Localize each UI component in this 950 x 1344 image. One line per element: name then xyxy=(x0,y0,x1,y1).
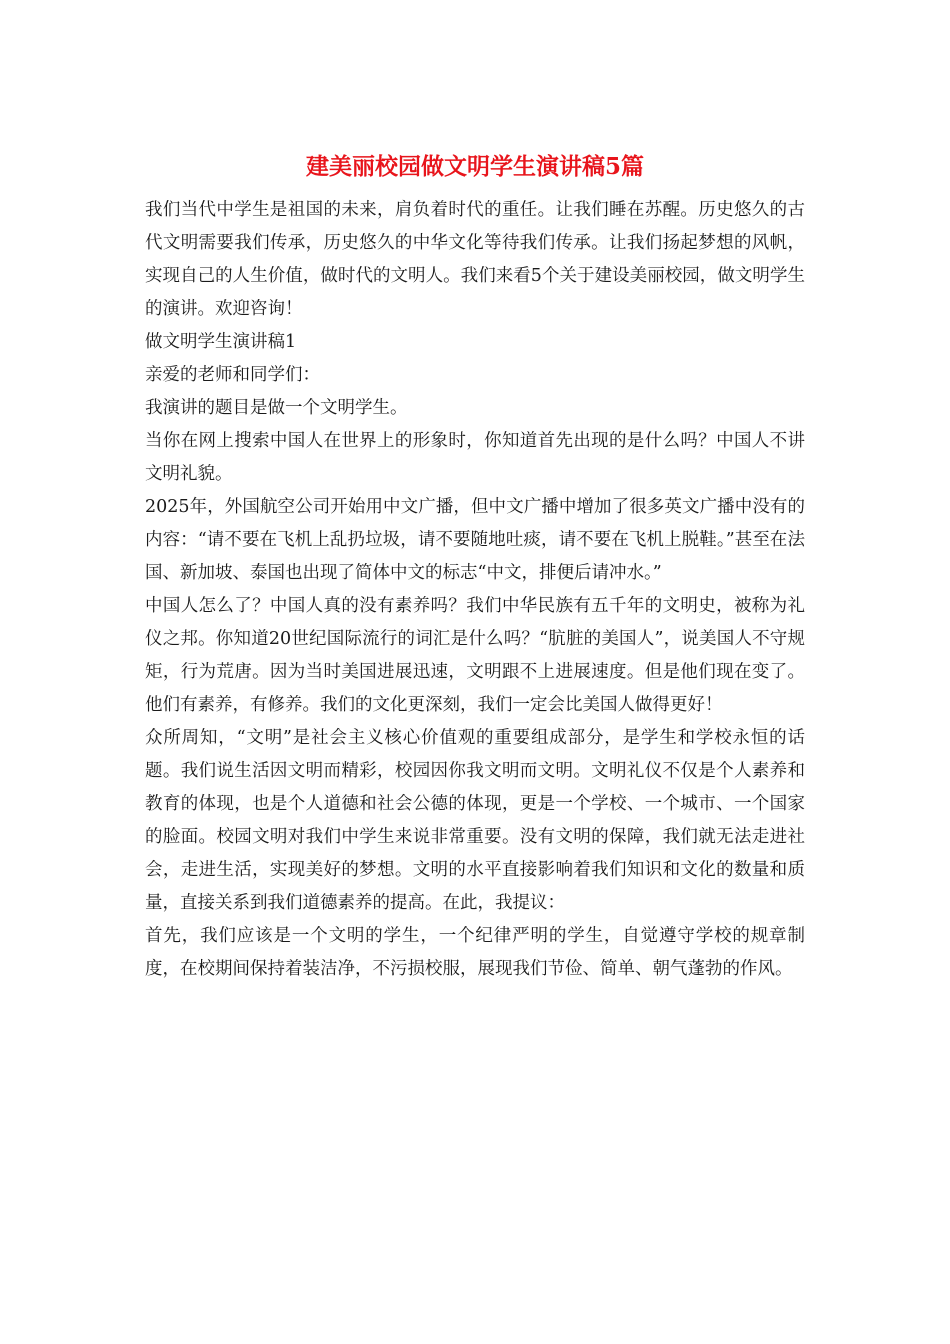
body-paragraph: 首先，我们应该是一个文明的学生，一个纪律严明的学生，自觉遵守学校的规章制度，在校期间保持着装洁净，不污损校服，展现我们节俭、简单、朝气蓬勃的作风。 xyxy=(145,926,805,979)
document-title: 建美丽校园做文明学生演讲稿5篇 xyxy=(305,153,644,180)
salutation: 亲爱的老师和同学们： xyxy=(145,365,320,385)
intro-paragraph: 我们当代中学生是祖国的未来，肩负着时代的重任。让我们睡在苏醒。历史悠久的古代文明需要我们传承，历史悠久的中华文化等待我们传承。让我们扬起梦想的风帆，实现自己的人生价值，做时代的文明人。我们来看5个关于建设美丽校园，做文明学生的演讲。欢迎咨询！ xyxy=(145,200,805,319)
speech-topic: 我演讲的题目是做一个文明学生。 xyxy=(145,398,408,418)
document-body xyxy=(145,194,805,986)
body-paragraph: 中国人怎么了？中国人真的没有素养吗？我们中华民族有五千年的文明史，被称为礼仪之邦。你知道20世纪国际流行的词汇是什么吗？“肮脏的美国人”，说美国人不守规矩，行为荒唐。因为当时美国进展迅速，文明跟不上进展速度。但是他们现在变了。他们有素养，有修养。我们的文化更深刻，我们一定会比美国人做得更好！ xyxy=(145,596,805,715)
body-paragraph: 2025年，外国航空公司开始用中文广播，但中文广播中增加了很多英文广播中没有的内容：“请不要在飞机上乱扔垃圾，请不要随地吐痰，请不要在飞机上脱鞋。”甚至在法国、新加坡、泰国也出现了简体中文的标志“中文，排便后请冲水。” xyxy=(145,497,805,583)
body-paragraph: 众所周知，“文明”是社会主义核心价值观的重要组成部分，是学生和学校永恒的话题。我们说生活因文明而精彩，校园因你我文明而文明。文明礼仪不仅是个人素养和教育的体现，也是个人道德和社会公德的体现，更是一个学校、一个城市、一个国家的脸面。校园文明对我们中学生来说非常重要。没有文明的保障，我们就无法走进社会，走进生活，实现美好的梦想。文明的水平直接影响着我们知识和文化的数量和质量，直接关系到我们道德素养的提高。在此，我提议： xyxy=(145,728,805,913)
speech-heading: 做文明学生演讲稿1 xyxy=(145,332,297,352)
body-paragraph: 当你在网上搜索中国人在世界上的形象时，你知道首先出现的是什么吗？中国人不讲文明礼貌。 xyxy=(145,431,805,484)
